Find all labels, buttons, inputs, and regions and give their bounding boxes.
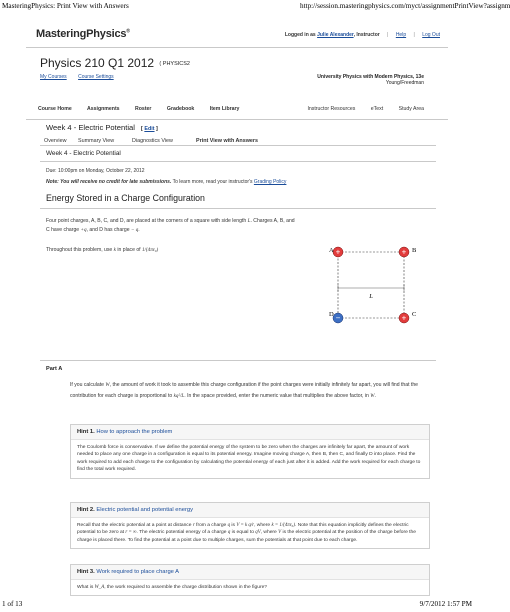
intro-text: . xyxy=(138,227,140,233)
tab-overview[interactable]: Overview xyxy=(44,138,67,144)
question-text: If you calculate xyxy=(70,382,106,388)
print-datetime: 9/7/2012 1:57 PM xyxy=(419,600,472,608)
logout-link[interactable]: Log Out xyxy=(422,32,440,38)
course-code: ( PHYSICS2 xyxy=(159,60,190,67)
hint-text: What is xyxy=(77,585,95,590)
hint-text: , where xyxy=(254,523,272,528)
plus-sign: + xyxy=(335,247,341,257)
math-minus-q: − q xyxy=(131,227,139,233)
math-r: r xyxy=(192,523,195,528)
plus-sign: + xyxy=(401,313,407,323)
logo-registered-mark: ® xyxy=(126,28,130,35)
intro-text: . Charges A, B, and C have charge xyxy=(46,218,295,233)
course-header xyxy=(26,48,448,120)
nav-roster[interactable]: Roster xyxy=(135,106,152,112)
nav-course-home[interactable]: Course Home xyxy=(38,106,72,112)
page-count: 1 of 13 xyxy=(2,600,23,608)
hint-3-body xyxy=(71,580,429,595)
math-potential-formula: V = k q/r xyxy=(236,523,255,528)
math-kq2-over-L: kq²/L xyxy=(173,393,185,399)
week-title xyxy=(46,123,158,132)
intro-text: in place of xyxy=(115,247,142,253)
hint-text: is the electric potential at the position of the charge before the charge is placed there. To find the potential at a point due to multiple charges, sum the potentials at that point due to each charge. xyxy=(77,530,416,543)
math-k-definition: k = 1/(4πε₀) xyxy=(271,523,295,528)
app-logo[interactable] xyxy=(36,28,130,40)
problem-title: Energy Stored in a Charge Configuration xyxy=(46,193,205,203)
part-a-label: Part A xyxy=(46,366,63,372)
nav-etext[interactable]: eText xyxy=(370,106,384,112)
divider xyxy=(40,360,436,361)
edit-control xyxy=(141,126,158,132)
square-outline xyxy=(338,252,404,318)
print-title: MasteringPhysics: Print View with Answers xyxy=(2,2,129,10)
hint-text: is equal to xyxy=(230,530,256,536)
side-length-label: L xyxy=(369,293,373,300)
math-q: q xyxy=(227,523,231,528)
hint-text: . The electric potential energy of a charge xyxy=(136,530,228,536)
late-note-text: To learn more, read your instructor's xyxy=(171,179,254,185)
tab-diagnostics-view[interactable]: Diagnostics View xyxy=(132,138,173,144)
course-title xyxy=(40,56,190,70)
print-url: http://session.masteringphysics.com/myct/assignmentPrintView?assignm xyxy=(300,2,510,10)
view-tabs xyxy=(40,136,436,146)
hint-text: , the work required to assemble the charge distribution shown in the figure? xyxy=(104,585,268,590)
nav-study-area[interactable]: Study Area xyxy=(398,106,424,112)
hint-number: Hint 1. xyxy=(77,429,95,435)
nav-item-library[interactable]: Item Library xyxy=(209,106,240,112)
question-text: . In the space provided, enter the numeric value that multiplies the above factor, in xyxy=(184,393,371,399)
late-policy-note xyxy=(46,179,436,185)
math-W: W xyxy=(370,393,375,399)
label-b: B xyxy=(412,247,417,254)
late-note-bold: Note: You will receive no credit for late submissions. xyxy=(46,179,172,185)
math-q: q xyxy=(227,530,231,536)
divider xyxy=(40,161,436,162)
label-a: A xyxy=(329,247,334,254)
top-bar xyxy=(26,14,448,48)
plus-sign: + xyxy=(401,247,407,257)
hint-2-body xyxy=(71,518,429,548)
resource-nav xyxy=(293,106,424,112)
hint-text: is xyxy=(230,523,237,528)
hint-2-header[interactable] xyxy=(71,503,429,518)
book-authors: Young/Freedman xyxy=(385,80,424,86)
print-footer xyxy=(0,598,474,612)
bracket: ] xyxy=(156,126,158,132)
hint-number: Hint 2. xyxy=(77,507,95,513)
hint-3-header[interactable] xyxy=(71,565,429,580)
nav-assignments[interactable]: Assignments xyxy=(86,106,120,112)
course-name: Physics 210 Q1 2012 xyxy=(40,56,155,70)
page xyxy=(26,14,448,599)
question-text: . xyxy=(374,393,376,399)
math-k: k xyxy=(113,247,116,253)
course-nav xyxy=(38,106,253,112)
print-header xyxy=(0,0,510,14)
book-title: University Physics with Modern Physics, 13e xyxy=(317,74,424,80)
my-courses-link[interactable]: My Courses xyxy=(40,74,67,80)
tab-print-view[interactable]: Print View with Answers xyxy=(196,138,259,144)
intro-text: Throughout this problem, use xyxy=(46,247,114,253)
part-a-question xyxy=(70,380,430,402)
textbook-info xyxy=(317,74,424,86)
hint-3 xyxy=(70,564,430,596)
user-name-link[interactable]: Julie Alexander xyxy=(317,32,354,38)
math-WA: W_A xyxy=(94,585,105,590)
problem-intro xyxy=(46,217,296,235)
user-role: , Instructor xyxy=(353,32,380,38)
hint-2 xyxy=(70,502,430,549)
question-text: , the amount of work it took to assemble this charge configuration if the point charges were initially infinitely far apart, you will find that the contribution for each charge is proportional to xyxy=(70,382,418,399)
label-c: C xyxy=(412,311,417,318)
edit-link[interactable]: Edit xyxy=(144,126,155,132)
bracket: [ xyxy=(141,126,143,132)
hint-title[interactable]: Electric potential and potential energy xyxy=(96,507,194,513)
minus-sign: − xyxy=(335,313,341,323)
divider xyxy=(40,208,436,209)
math-V: V xyxy=(278,530,282,536)
hint-1-header[interactable] xyxy=(71,425,429,440)
charge-square-figure xyxy=(318,242,428,334)
grading-policy-link[interactable]: Grading Policy xyxy=(253,179,287,185)
hint-text: , where xyxy=(260,530,279,536)
math-L: L xyxy=(247,218,251,224)
hint-text: from a charge xyxy=(194,523,228,528)
math-coulomb-constant: 1/(4πε₀) xyxy=(142,247,159,253)
due-date: Due: 10:00pm on Monday, October 22, 2012 xyxy=(46,168,145,174)
login-label: Logged in as xyxy=(284,32,316,38)
login-area xyxy=(285,32,440,38)
logo-text: MasteringPhysics xyxy=(36,28,127,40)
hint-number: Hint 3. xyxy=(77,569,95,575)
hint-title[interactable]: Work required to place charge A xyxy=(96,569,180,575)
nav-instructor-resources[interactable]: Instructor Resources xyxy=(307,106,356,112)
math-r-infinity: r = ∞ xyxy=(125,530,137,536)
week-title-text: Week 4 - Electric Potential xyxy=(46,123,135,132)
label-d: D xyxy=(329,311,334,318)
hint-text: Recall that the electric potential at a point at distance xyxy=(77,523,193,528)
assignment-title: Week 4 - Electric Potential xyxy=(46,150,121,157)
course-settings-link[interactable]: Course Settings xyxy=(78,74,114,80)
math-W: W xyxy=(105,382,110,388)
hint-1 xyxy=(70,424,430,479)
hint-title[interactable]: How to approach the problem xyxy=(96,429,173,435)
divider: | xyxy=(387,32,389,38)
nav-gradebook[interactable]: Gradebook xyxy=(166,106,195,112)
intro-text: , and D has charge xyxy=(86,227,131,233)
tab-summary-view[interactable]: Summary View xyxy=(78,138,115,144)
help-link[interactable]: Help xyxy=(395,32,407,38)
divider: | xyxy=(413,32,415,38)
hint-1-body: The Coulomb force is conservative. If we define the potential energy of the system to be zero when the charges are infinitely far apart, the amount of work needed to place any one charge in a configuration is equal to its potential energy. Imagine moving charge A, then B, then C, and finally D into place. Find the work required to add each charge to the configuration by calculating the potential energy of each just after it is added. Add the work required for each charge to find the total work required. xyxy=(77,445,421,473)
intro-text: Four point charges, A, B, C, and D, are placed at the corners of a square with side length xyxy=(46,218,248,224)
assignment-content xyxy=(40,148,436,590)
math-qV: qV xyxy=(255,530,261,536)
hint-text: . Note that this equation implicitly defines the electric potential to be zero at xyxy=(77,523,409,536)
math-plus-q: +q xyxy=(80,227,87,233)
course-links xyxy=(40,74,124,80)
